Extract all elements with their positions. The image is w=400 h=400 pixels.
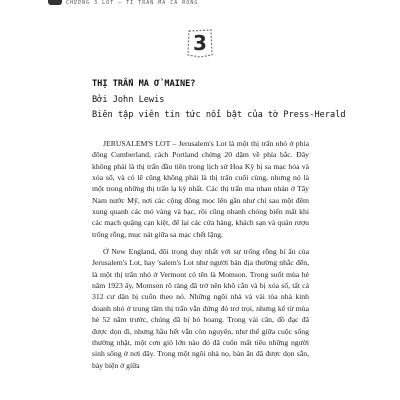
article-byline: Bởi John Lewis <box>92 95 165 105</box>
running-header <box>0 0 400 10</box>
body-paragraph: JERUSALEM'S LOT – Jerusalem's Lot là một thị trấn nhỏ ở phía đông Cumberland, cách Portland chừng 20 dặm về phía bắc. Đây không phải là thị trấn đầu tiên trong lịch sử Hoa Kỳ bị sa mạc hóa và xóa sổ, và có lẽ cũng không phải là thị trấn cuối cùng, nhưng nó là một trong những thị trấn lạ kỳ nhất. Các thị trấn ma nhan nhản ở Tây Nam nước Mỹ, nơi các cộng đồng mọc lên gần như chỉ sau một đêm xung quanh các mỏ vàng và bạc, rồi cũng nhanh chóng biến mất khi các mạch quặng cạn kiệt, để lại các cửa hàng, khách sạn và quán rượu trống rỗng, mục nát giữa sa mạc chết lặng. <box>92 139 309 239</box>
article-header <box>92 78 382 122</box>
article-title: THỊ TRẤN MA Ở MAINE? <box>92 79 196 89</box>
running-title: CHƯƠNG 3 LOT – TỈ TRẤN MA CÀ RỒNG <box>66 0 199 6</box>
chapter-badge <box>186 28 214 58</box>
article-body <box>92 138 309 371</box>
header-tab-decoration <box>48 0 62 5</box>
article-author-role: Biên tập viên tin tức nổi bật của tờ Press-Herald <box>92 110 346 120</box>
body-paragraph: Ở New England, đôi trọng duy nhất với sự trống rỗng bí ẩn của Jerusalem's Lot, hay 'salem's Lot như người bản địa thường nhắc đến, là một thị trấn nhỏ ở Vermont có tên là Momson. Trong suốt mùa hè năm 1923 ấy, Momson rõ ràng đã trở nên khô cằn và bị xóa sổ, tất cả 312 cư dân bị cuốn theo nó. Những ngôi nhà và vài tòa nhà kinh doanh nhỏ ở trung tâm thị trấn vẫn đứng đó trơ trọi, nhưng kể từ mùa hè 52 năm trước, chúng đã bị bỏ hoang. Trong vài căn, đồ đạc đã được dọn đi, nhưng hầu hết vẫn còn nguyên, như thể giữa cuộc sống thường nhật, một cơn gió lớn nào đó đã cuốn mất tiêu những người sinh sống ở nơi đây. Trong một ngôi nhà nọ, bàn ăn đã được dọn sẵn, bày biện ở giữa <box>92 247 309 370</box>
chapter-number: 3 <box>193 31 207 55</box>
